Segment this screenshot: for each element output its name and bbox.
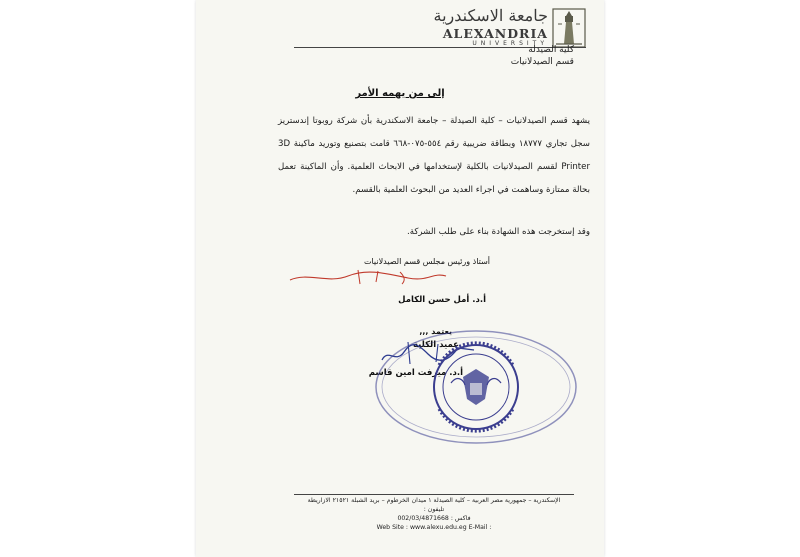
university-name-arabic: جامعة الاسكندرية (433, 6, 548, 25)
letter-closing: وقد إستخرجت هذه الشهادة بناء على طلب الشركة. (407, 227, 590, 237)
university-logo (430, 6, 590, 48)
official-seal-stamp (368, 325, 581, 450)
dean-name: أ.د. ميرفت امين قاسم (368, 368, 463, 378)
faculty-block (511, 44, 574, 68)
footer-phone: تليفون : (423, 506, 445, 513)
university-name-english: ALEXANDRIA (442, 26, 548, 41)
letter-title (196, 88, 604, 99)
dean-title: عميد الكلية (413, 340, 459, 350)
letter-page (196, 0, 604, 557)
footer-web: Web Site : www.alexu.edu.eg E-Mail : (376, 524, 492, 531)
lighthouse-emblem-icon (552, 8, 586, 48)
approval-label: يعتمد ,,, (419, 327, 452, 336)
footer-fax: فاكس : 002/03/4871668 (397, 515, 471, 522)
footer-address: الإسكندرية – جمهورية مصر العربية – كلية الصيدلة ١ ميدان الخرطوم – بريد الشبلة ٢١٥٢١ الازاريطة (307, 497, 561, 504)
letter-body (278, 110, 590, 202)
university-subtitle: UNIVERSITY (472, 40, 548, 47)
faculty-name: كلية الصيدلة (528, 45, 574, 55)
department-head-signature (288, 266, 448, 288)
letter-paragraph: يشهد قسم الصيدلانيات – كلية الصيدلة – جامعة الاسكندرية بأن شركة روبوتا إندستريز سجل تجاري ١٨٧٧٧ وبطاقة ضريبية رقم ٥٥٤-٠٧٥-٦٦٨ قامت بتصنيع وتوريد ماكينة 3D Printer لقسم الصيدلانيات بالكلية لإستخدامها في الابحاث العلمية. وأن الماكينة تعمل بحالة ممتازة وساهمت في اجراء العديد من البحوث العلمية بالقسم. (278, 116, 590, 195)
footer-divider (294, 494, 574, 495)
department-name: قسم الصيدلانيات (510, 57, 574, 67)
department-head-name: أ.د. أمل حسن الكامل (398, 295, 486, 305)
letter-title-text: إلى من يهمه الأمر (355, 88, 445, 99)
letter-footer (294, 496, 574, 532)
department-head-title: أستاذ ورئيس مجلس قسم الصيدلانيات (363, 257, 490, 266)
